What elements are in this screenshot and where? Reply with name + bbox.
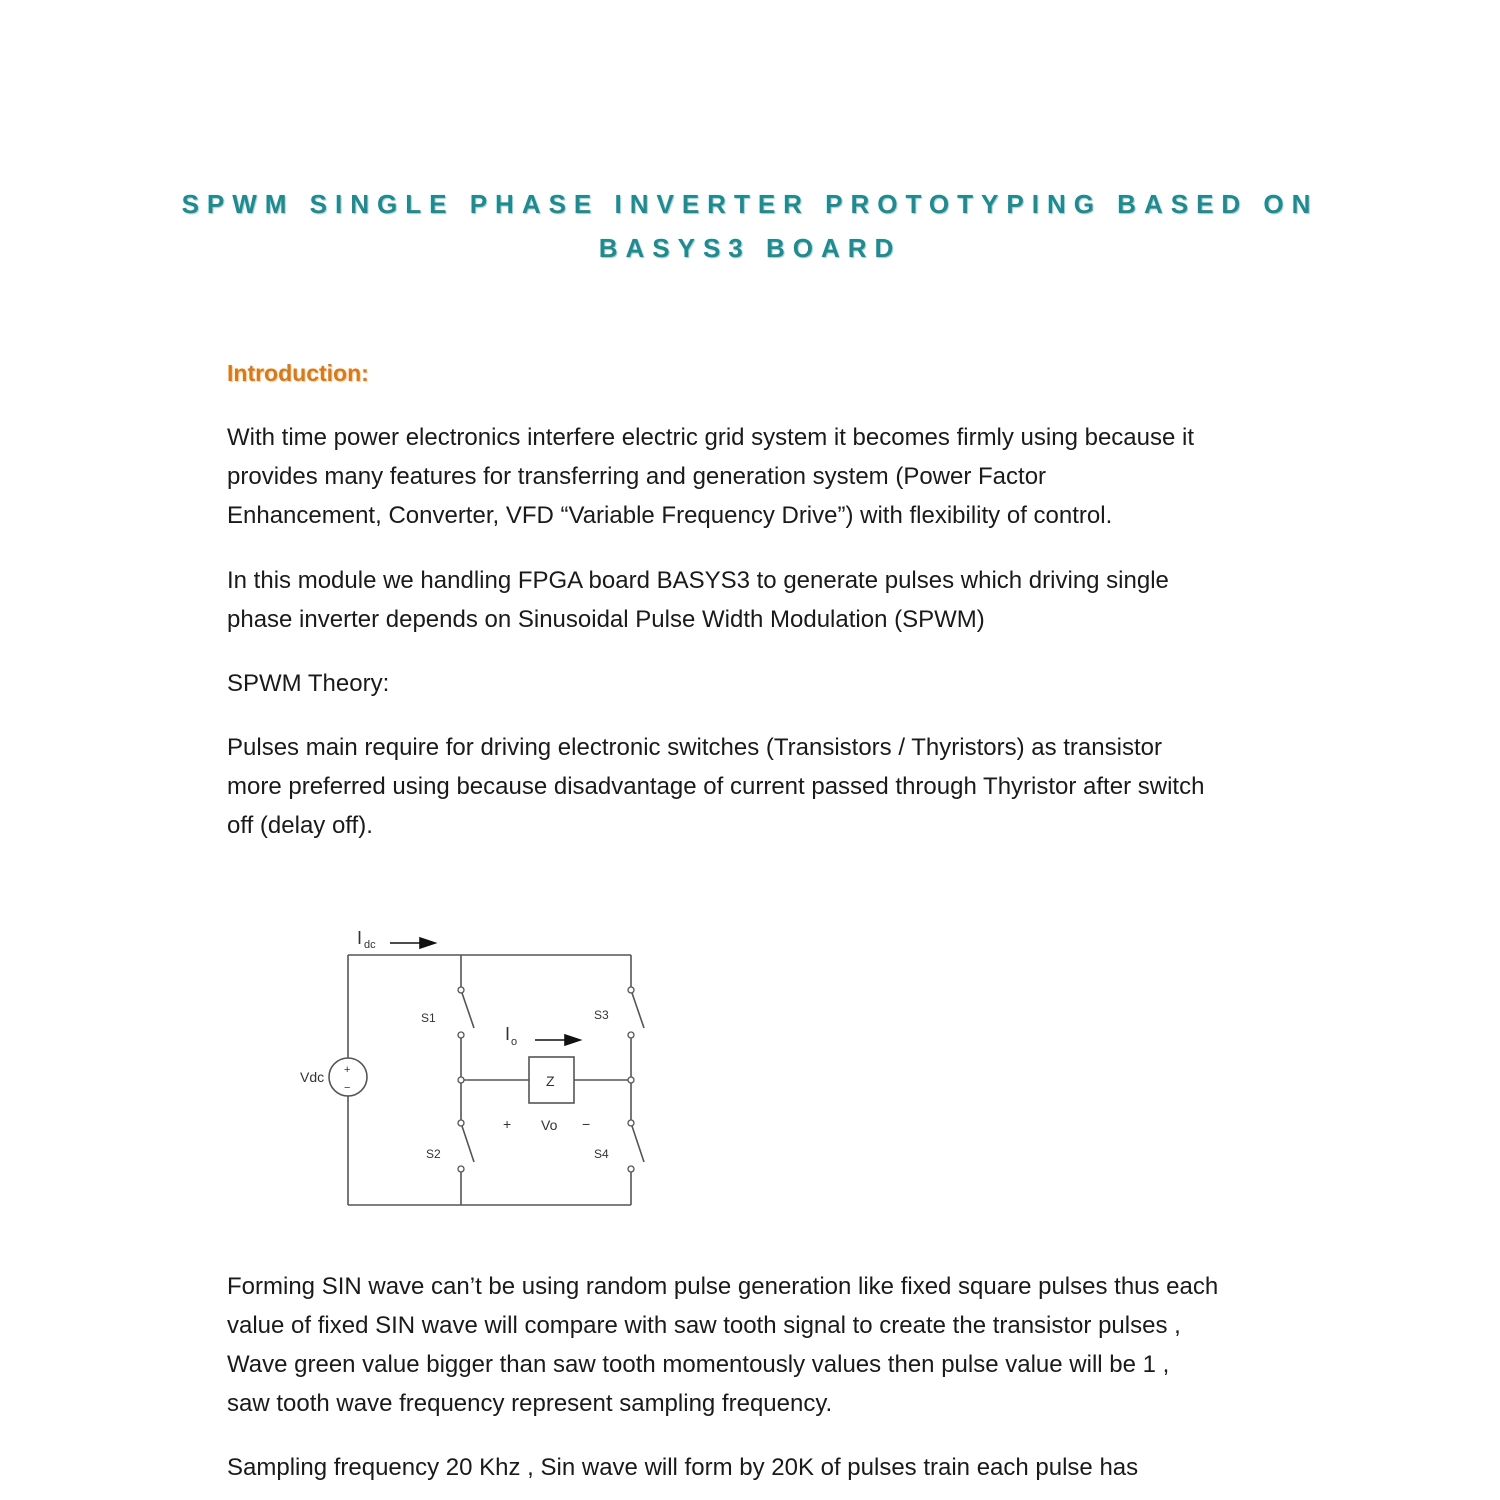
s1-label: S1 [421,1011,436,1025]
text-line: Forming SIN wave can’t be using random pulse generation like fixed square pulses thus each [227,1273,1219,1300]
text-line: Wave green value bigger than saw tooth momentously values then pulse value will be 1 , [227,1351,1170,1378]
theory-heading [227,664,1287,703]
title-line-1: SPWM SINGLE PHASE INVERTER PROTOTYPING BASED ON [181,189,1319,219]
pulses-paragraph [227,728,1287,845]
vo-minus: − [582,1116,591,1132]
text-line: value of fixed SIN wave will compare with saw tooth signal to create the transistor pulses , [227,1312,1181,1339]
text-line: saw tooth wave frequency represent sampling frequency. [227,1390,833,1417]
s3-label: S3 [594,1008,609,1022]
s2-label: S2 [426,1147,441,1161]
switch-s2-blade [461,1123,474,1162]
text-line: Enhancement, Converter, VFD “Variable Frequency Drive”) with flexibility of control. [227,502,1113,529]
switch-s3-blade [631,990,644,1028]
text-line: Sampling frequency 20 Khz , Sin wave will form by 20K of pulses train each pulse has [227,1454,1139,1481]
io-subscript: o [511,1036,518,1048]
text-line: provides many features for transferring and generation system (Power Factor [227,463,1047,490]
switch-s4-blade [631,1123,644,1162]
inverter-circuit-diagram [290,920,660,1220]
text-line: off (delay off). [227,812,373,839]
text-line: With time power electronics interfere electric grid system it becomes firmly using because it [227,424,1195,451]
introduction-heading: Introduction: [227,360,369,386]
module-paragraph [227,561,1287,639]
text-line: phase inverter depends on Sinusoidal Pulse Width Modulation (SPWM) [227,606,985,633]
idc-subscript: dc [364,939,376,951]
title-line-2: BASYS3 BOARD [598,233,902,263]
io-label: I [505,1024,511,1044]
s4-label: S4 [594,1147,609,1161]
sampling-paragraph [227,1448,1287,1487]
source-minus: − [344,1082,351,1094]
text-line: Pulses main require for driving electronic switches (Transistors / Thyristors) as transistor [227,734,1162,761]
load-label: Z [546,1073,555,1089]
sin-wave-paragraph [227,1267,1287,1423]
text-line: SPWM Theory: [227,670,390,697]
vdc-label: Vdc [300,1069,325,1085]
switch-s1-blade [461,990,474,1028]
source-plus: + [344,1064,351,1076]
text-line: In this module we handling FPGA board BASYS3 to generate pulses which driving single [227,567,1169,594]
document-title [180,182,1320,270]
idc-label: I [357,928,363,948]
text-line: more preferred using because disadvantage of current passed through Thyristor after switch [227,773,1205,800]
intro-paragraph [227,418,1287,535]
vo-plus: + [503,1116,512,1132]
vo-label: Vo [541,1117,558,1133]
